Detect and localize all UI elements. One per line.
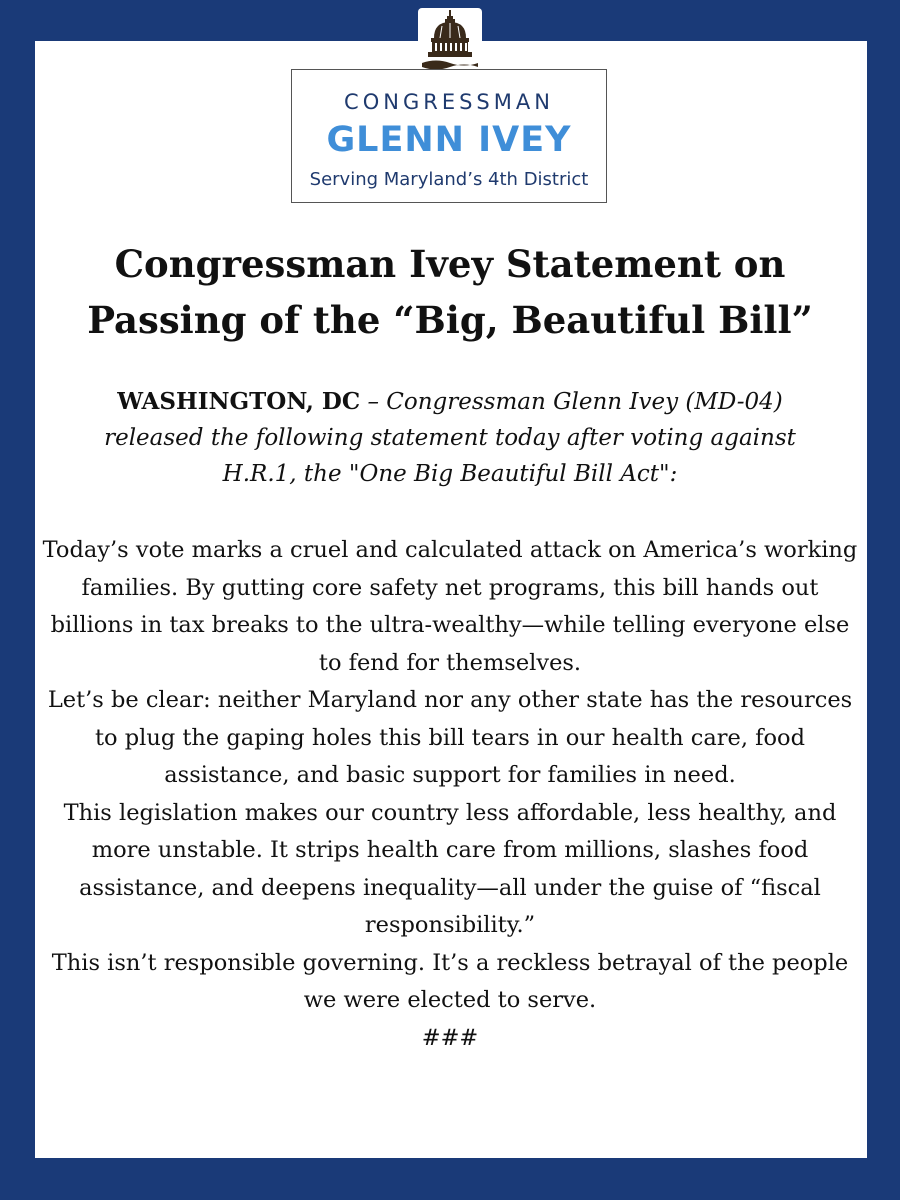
title-line-1: Congressman Ivey Statement on — [114, 242, 786, 286]
statement-body — [40, 532, 860, 1057]
logo-congressman-label: CONGRESSMAN — [344, 90, 554, 114]
dateline-intro-2: released the following statement today after voting against — [104, 425, 796, 451]
statement-paragraph-1: Today’s vote marks a cruel and calculated attack on America’s working families. By gutting core safety net programs, this bill hands out billions in tax breaks to the ultra-wealthy—while telling everyone else to fend for themselves. — [42, 537, 858, 676]
dateline-intro-3: H.R.1, the "One Big Beautiful Bill Act": — [222, 461, 678, 487]
dateline-line-2 — [40, 420, 860, 456]
dateline-line-1 — [40, 384, 860, 420]
dateline-location: WASHINGTON, DC — [117, 388, 361, 415]
title-line-2: Passing of the “Big, Beautiful Bill” — [87, 298, 813, 342]
statement-paragraph-4: This isn’t responsible governing. It’s a reckless betrayal of the people we were elected to serve. — [51, 949, 849, 1013]
dateline-intro-1: Congressman Glenn Ivey (MD-04) — [386, 389, 783, 415]
statement-paragraph-2: Let’s be clear: neither Maryland nor any other state has the resources to plug the gaping holes this bill tears in our health care, food assistance, and basic support for families in need. — [47, 687, 853, 788]
statement-paragraph-3: This legislation makes our country less affordable, less healthy, and more unstable. It strips health care from millions, slashes food assistance, and deepens inequality—all under the guise of “fiscal responsibility.” — [63, 799, 837, 938]
end-mark: ### — [421, 1024, 479, 1051]
dateline-line-3 — [40, 456, 860, 492]
dateline-separator: – — [360, 389, 387, 415]
dateline — [40, 384, 860, 492]
logo-name: GLENN IVEY — [326, 120, 572, 160]
statement-title — [40, 236, 860, 348]
logo-district-tagline: Serving Maryland’s 4th District — [309, 169, 589, 190]
congressman-logo — [291, 69, 607, 203]
